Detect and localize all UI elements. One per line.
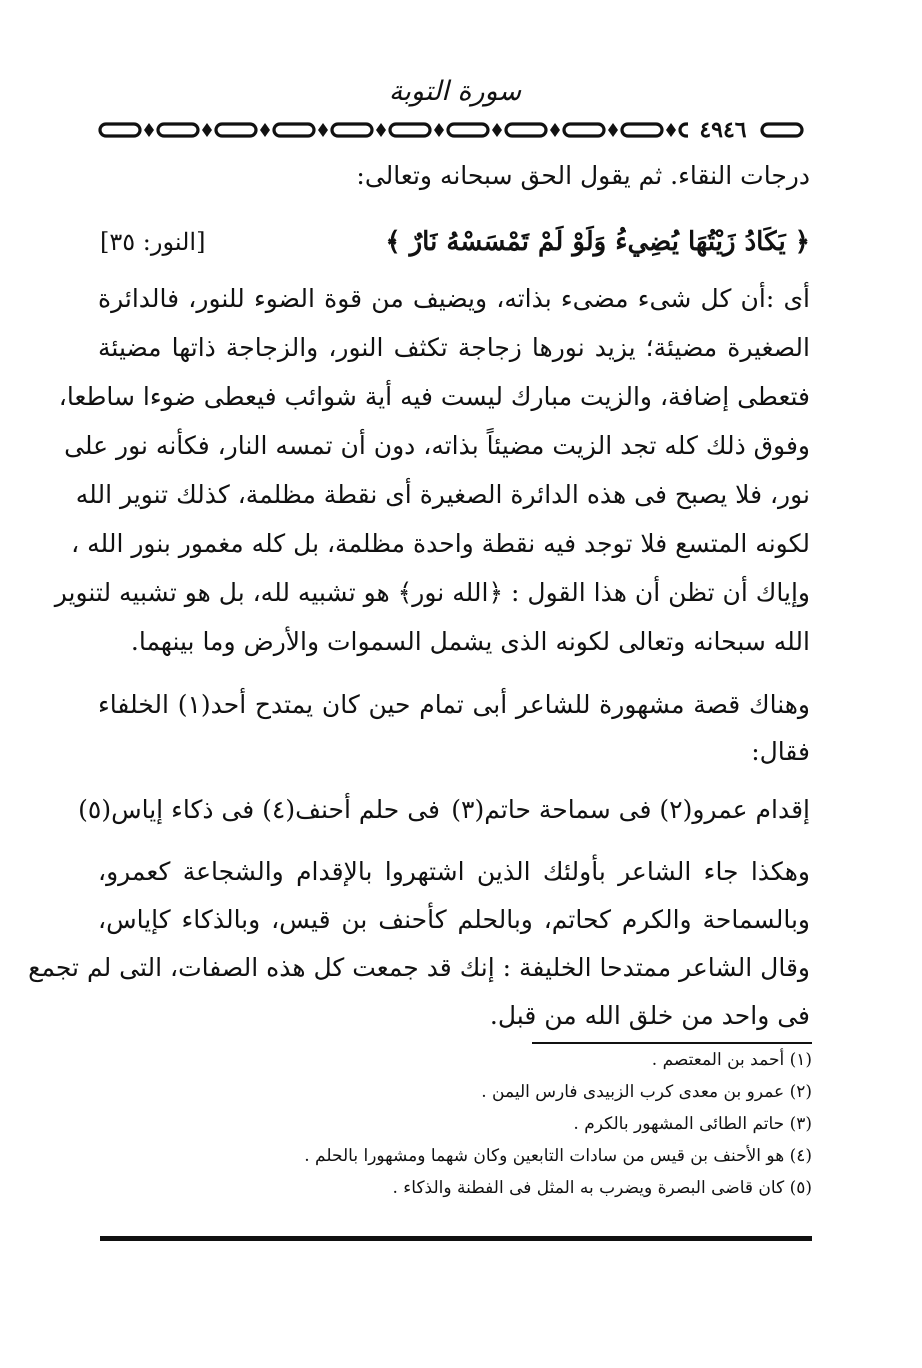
- footnote: (١) أحمد بن المعتصم .: [651, 1050, 812, 1070]
- text-line: الصغيرة مضيئة؛ يزيد نورها زجاجة تكثف النور، والزجاجة ذاتها مضيئة: [98, 333, 810, 362]
- text-line: لكونه المتسع فلا توجد فيه نقطة واحدة مظلمة، بل كله مغمور بنور الله ،: [71, 529, 810, 558]
- page-number: ٤٩٤٦: [688, 116, 758, 144]
- footnote-separator: [532, 1042, 812, 1044]
- footnote: (٤) هو الأحنف بن قيس من سادات التابعين وكان شهما ومشهورا بالحلم .: [304, 1146, 812, 1166]
- text-line: وفوق ذلك كله تجد الزيت مضيئاً بذاته، دون أن تمسه النار، فكأنه نور على: [64, 431, 810, 460]
- quran-verse: ﴿ يَكَادُ زَيْتُهَا يُضِيءُ وَلَوْ لَمْ تَمْسَسْهُ نَارٌ ﴾: [385, 227, 810, 257]
- text-line: وبالسماحة والكرم كحاتم، وبالحلم كأحنف بن قيس، وبالذكاء كإياس،: [98, 905, 810, 934]
- intro-line: درجات النقاء. ثم يقول الحق سبحانه وتعالى:: [356, 161, 810, 190]
- text-line: أى :أن كل شىء مضىء بذاته، ويضيف من قوة الضوء للنور، فالدائرة: [98, 284, 810, 313]
- bottom-rule: [100, 1236, 812, 1241]
- verse-reference: [النور: ٣٥]: [100, 228, 206, 256]
- poem-first-hemistich: إقدام عمرو(٢) فى سماحة حاتم(٣): [451, 795, 810, 824]
- footnote: (٥) كان قاضى البصرة ويضرب به المثل فى الفطنة والذكاء .: [392, 1178, 812, 1198]
- footnote: (٢) عمرو بن معدى كرب الزبيدى فارس اليمن .: [481, 1082, 812, 1102]
- text-line: وإياك أن تظن أن هذا القول : ﴿الله نور﴾ هو تشبيه لله، بل هو تشبيه لتنوير: [54, 578, 810, 607]
- text-line: وهكذا جاء الشاعر بأولئك الذين اشتهروا بالإقدام والشجاعة كعمرو،: [98, 857, 810, 886]
- text-line: فى واحد من خلق الله من قبل.: [489, 1001, 810, 1030]
- surah-title: سورة التوبة: [388, 76, 522, 107]
- text-line: وهناك قصة مشهورة للشاعر أبى تمام حين كان يمتدح أحد(١) الخلفاء: [98, 690, 810, 719]
- text-line: فتعطى إضافة، والزيت مبارك ليست فيه أية شوائب فيعطى ضوءا ساطعا،: [58, 382, 810, 411]
- text-line: الله سبحانه وتعالى لكونه الذى يشمل السموات والأرض وما بينهما.: [130, 627, 810, 656]
- text-line: فقال:: [751, 737, 810, 766]
- poem-second-hemistich: فى حلم أحنف(٤) فى ذكاء إياس(٥): [78, 795, 440, 824]
- footnote: (٣) حاتم الطائى المشهور بالكرم .: [573, 1114, 812, 1134]
- text-line: وقال الشاعر ممتدحا الخليفة : إنك قد جمعت كل هذه الصفات، التى لم تجمع: [28, 953, 810, 982]
- text-line: نور، فلا يصبح فى هذه الدائرة الصغيرة أى نقطة مظلمة، كذلك تنوير الله: [75, 480, 810, 509]
